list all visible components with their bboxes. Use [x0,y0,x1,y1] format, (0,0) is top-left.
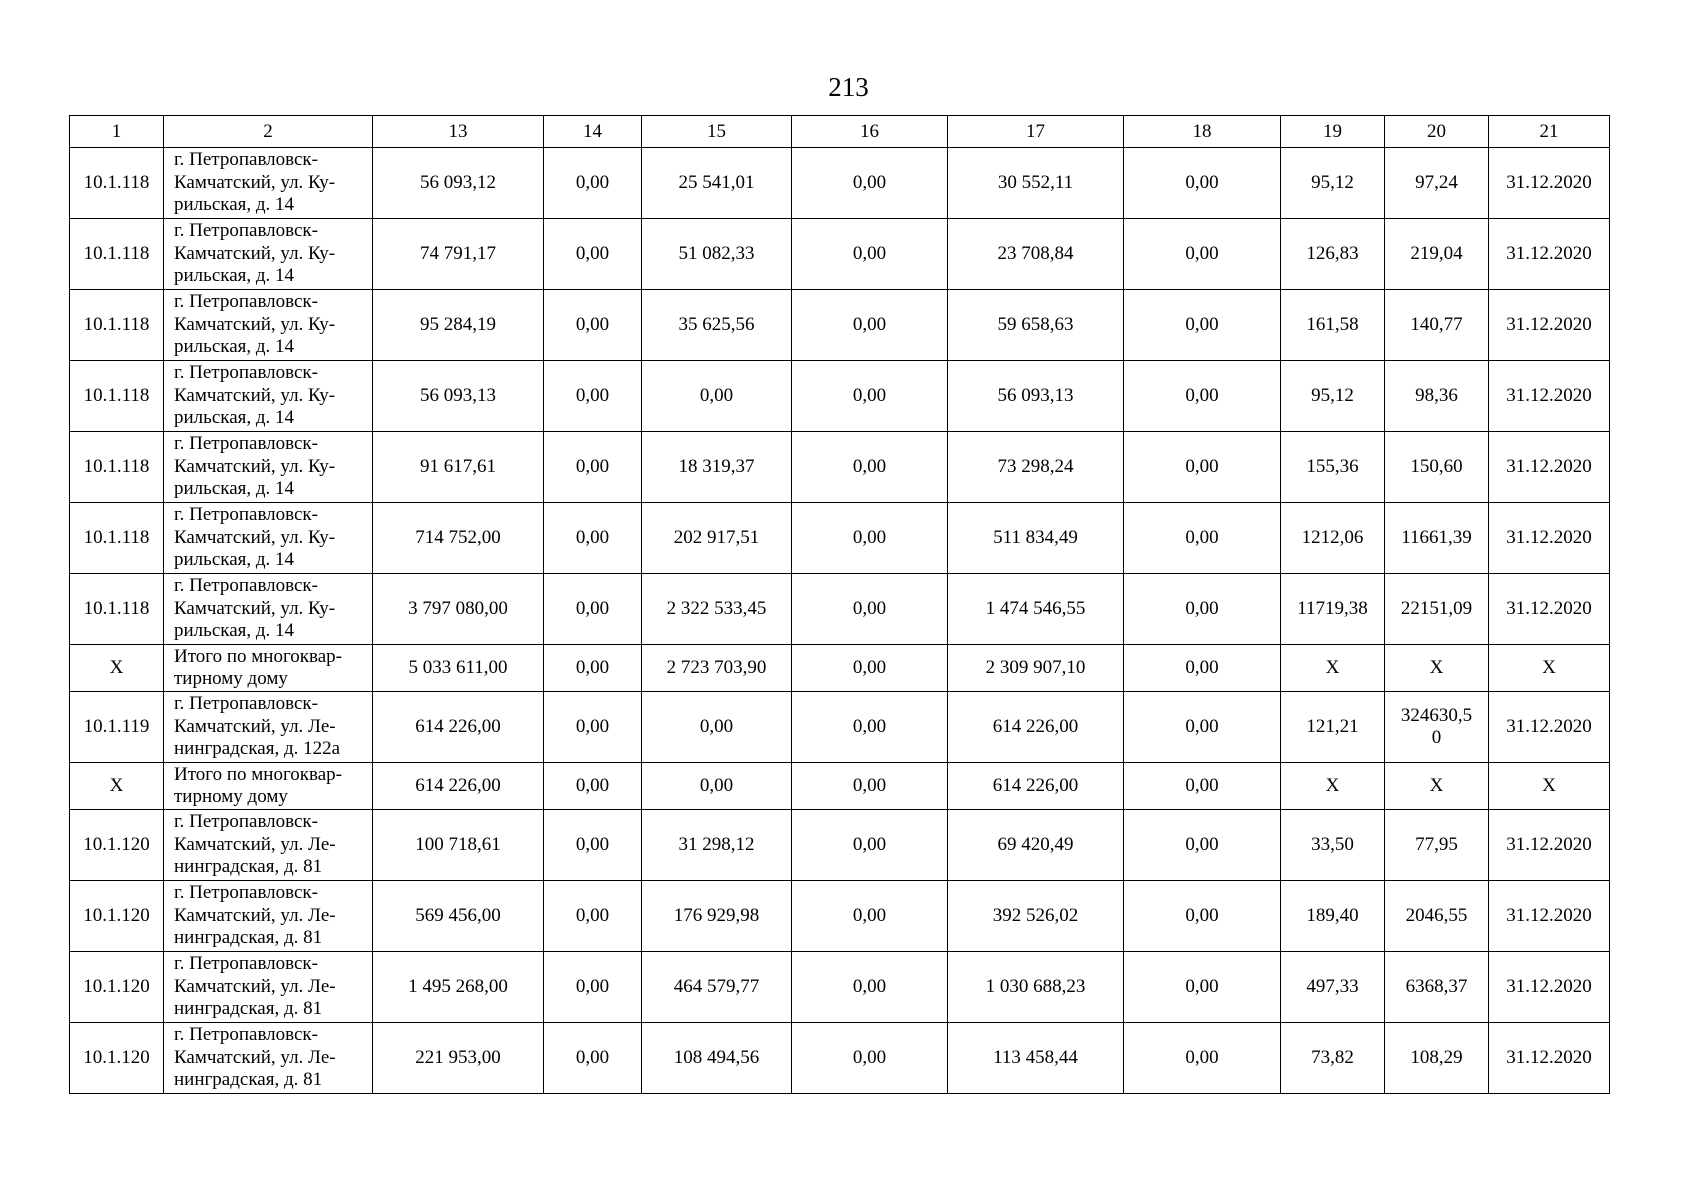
cell-text-line: рильская, д. 14 [174,407,295,429]
table-cell-col-2 [164,290,373,361]
table-cell-col-18: 0,00 [1124,881,1281,952]
table-cell-col-21: 31.12.2020 [1489,503,1610,574]
table-cell-col-16: 0,00 [792,219,948,290]
table-cell-col-1: 10.1.120 [70,881,164,952]
cell-text-line: рильская, д. 14 [174,336,295,358]
table-cell-col-19: 126,83 [1281,219,1385,290]
table-cell-col-13: 56 093,13 [373,361,544,432]
table-cell-col-17: 511 834,49 [948,503,1124,574]
table-total-row [70,645,1610,692]
table-cell-col-1: Х [70,645,164,692]
table-cell-col-20: Х [1385,763,1489,810]
cell-text-line: 324630,5 [1400,705,1473,726]
table-cell-col-15: 31 298,12 [642,810,792,881]
table-cell-col-18: 0,00 [1124,432,1281,503]
table-cell-col-13: 56 093,12 [373,148,544,219]
table-cell-col-19: 95,12 [1281,148,1385,219]
table-cell-col-2 [164,432,373,503]
table-cell-col-19: 161,58 [1281,290,1385,361]
table-cell-col-2 [164,1023,373,1094]
table-cell-col-2 [164,763,373,810]
column-header: 17 [948,116,1124,148]
table-cell-col-15: 2 723 703,90 [642,645,792,692]
cell-text-line: рильская, д. 14 [174,265,295,287]
table-cell-col-17: 56 093,13 [948,361,1124,432]
cell-text-line: Камчатский, ул. Ку- [174,526,336,548]
table-cell-col-17: 1 030 688,23 [948,952,1124,1023]
table-row [70,290,1610,361]
table-cell-col-1: 10.1.120 [70,952,164,1023]
table-row [70,148,1610,219]
table-cell-col-1: 10.1.119 [70,692,164,763]
table-cell-col-1: 10.1.118 [70,503,164,574]
table-cell-col-21: 31.12.2020 [1489,574,1610,645]
cell-text-line: Камчатский, ул. Ле- [174,1046,336,1068]
column-header: 13 [373,116,544,148]
cell-text-line: рильская, д. 14 [174,478,295,500]
table-cell-col-16: 0,00 [792,810,948,881]
cell-text-line: Камчатский, ул. Ле- [174,975,336,997]
table-cell-col-13: 100 718,61 [373,810,544,881]
table-cell-col-1: 10.1.118 [70,148,164,219]
table-cell-col-19: 189,40 [1281,881,1385,952]
table-cell-col-16: 0,00 [792,574,948,645]
column-header: 18 [1124,116,1281,148]
table-cell-col-20: 22151,09 [1385,574,1489,645]
table-cell-col-13: 5 033 611,00 [373,645,544,692]
cell-text-line: г. Петропавловск- [174,149,318,171]
table-row [70,503,1610,574]
table-cell-col-16: 0,00 [792,952,948,1023]
table-cell-col-13: 614 226,00 [373,692,544,763]
table-row [70,810,1610,881]
table-cell-col-18: 0,00 [1124,290,1281,361]
table-row [70,219,1610,290]
table-cell-col-2 [164,810,373,881]
table-cell-col-18: 0,00 [1124,810,1281,881]
table-cell-col-19: Х [1281,645,1385,692]
cell-text-line: Итого по многоквар- [174,646,342,667]
cell-text-line: нинградская, д. 81 [174,998,323,1020]
column-header: 15 [642,116,792,148]
table-cell-col-1: 10.1.118 [70,574,164,645]
table-cell-col-15: 51 082,33 [642,219,792,290]
table-cell-col-21: 31.12.2020 [1489,810,1610,881]
table-cell-col-20: 6368,37 [1385,952,1489,1023]
cell-text-line: г. Петропавловск- [174,504,318,526]
cell-text-line: г. Петропавловск- [174,291,318,313]
table-cell-col-21: 31.12.2020 [1489,692,1610,763]
table-cell-col-20 [1385,692,1489,763]
table-cell-col-18: 0,00 [1124,952,1281,1023]
cell-text-line: г. Петропавловск- [174,362,318,384]
cell-text-line: Камчатский, ул. Ле- [174,904,336,926]
table-cell-col-16: 0,00 [792,645,948,692]
table-cell-col-16: 0,00 [792,692,948,763]
table-cell-col-16: 0,00 [792,503,948,574]
table-cell-col-14: 0,00 [544,361,642,432]
table-cell-col-13: 714 752,00 [373,503,544,574]
cell-text-line: г. Петропавловск- [174,693,318,715]
cell-text-line: Итого по многоквар- [174,764,342,785]
table-cell-col-2 [164,219,373,290]
table-cell-col-18: 0,00 [1124,763,1281,810]
table-cell-col-13: 221 953,00 [373,1023,544,1094]
table-row [70,361,1610,432]
table-cell-col-2 [164,952,373,1023]
table-cell-col-16: 0,00 [792,290,948,361]
table-cell-col-13: 1 495 268,00 [373,952,544,1023]
cell-text-line: Камчатский, ул. Ле- [174,833,336,855]
table-row [70,432,1610,503]
header-row [70,116,1610,148]
table-cell-col-1: 10.1.118 [70,361,164,432]
cell-text-line: г. Петропавловск- [174,811,318,833]
table-cell-col-13: 569 456,00 [373,881,544,952]
cell-text-line: Камчатский, ул. Ле- [174,715,336,737]
table-cell-col-14: 0,00 [544,645,642,692]
cell-text-line: Камчатский, ул. Ку- [174,313,336,335]
column-header: 21 [1489,116,1610,148]
table-cell-col-20: 219,04 [1385,219,1489,290]
table-cell-col-2 [164,148,373,219]
table-cell-col-20: 77,95 [1385,810,1489,881]
table-row [70,692,1610,763]
table-cell-col-14: 0,00 [544,219,642,290]
table-cell-col-21: 31.12.2020 [1489,952,1610,1023]
cell-text-line: 0 [1431,727,1442,748]
table-row [70,881,1610,952]
column-header: 1 [70,116,164,148]
table-cell-col-16: 0,00 [792,763,948,810]
table-cell-col-19: 121,21 [1281,692,1385,763]
table-cell-col-21: 31.12.2020 [1489,432,1610,503]
table-cell-col-18: 0,00 [1124,503,1281,574]
table-cell-col-15: 0,00 [642,763,792,810]
table-cell-col-1: 10.1.120 [70,1023,164,1094]
data-table [69,115,1610,1094]
column-header: 19 [1281,116,1385,148]
table-cell-col-2 [164,645,373,692]
table-cell-col-20: 97,24 [1385,148,1489,219]
cell-text-line: нинградская, д. 122а [174,738,341,760]
table-cell-col-15: 25 541,01 [642,148,792,219]
table-cell-col-14: 0,00 [544,574,642,645]
cell-text-line: рильская, д. 14 [174,620,295,642]
table-cell-col-18: 0,00 [1124,645,1281,692]
cell-text-line: Камчатский, ул. Ку- [174,384,336,406]
table-cell-col-17: 392 526,02 [948,881,1124,952]
table-cell-col-2 [164,881,373,952]
table-cell-col-19: 95,12 [1281,361,1385,432]
table-cell-col-20: 150,60 [1385,432,1489,503]
table-row [70,1023,1610,1094]
table-cell-col-2 [164,503,373,574]
table-cell-col-17: 2 309 907,10 [948,645,1124,692]
table-cell-col-15: 18 319,37 [642,432,792,503]
table-cell-col-21: 31.12.2020 [1489,881,1610,952]
table-cell-col-20: 11661,39 [1385,503,1489,574]
table-cell-col-20: Х [1385,645,1489,692]
table-body [70,148,1610,1094]
table-cell-col-2 [164,692,373,763]
table-cell-col-19: 33,50 [1281,810,1385,881]
table-cell-col-21: 31.12.2020 [1489,1023,1610,1094]
table-cell-col-20: 108,29 [1385,1023,1489,1094]
table-cell-col-18: 0,00 [1124,148,1281,219]
table-cell-col-14: 0,00 [544,432,642,503]
table-cell-col-19: 11719,38 [1281,574,1385,645]
cell-text-line: тирному дому [174,668,288,689]
table-cell-col-1: 10.1.118 [70,290,164,361]
table-cell-col-16: 0,00 [792,1023,948,1094]
table-cell-col-13: 95 284,19 [373,290,544,361]
table-cell-col-17: 59 658,63 [948,290,1124,361]
table-cell-col-14: 0,00 [544,692,642,763]
table-cell-col-16: 0,00 [792,432,948,503]
table-cell-col-14: 0,00 [544,503,642,574]
table-cell-col-16: 0,00 [792,881,948,952]
cell-text-line: Камчатский, ул. Ку- [174,597,336,619]
table-cell-col-21: 31.12.2020 [1489,290,1610,361]
table-cell-col-15: 2 322 533,45 [642,574,792,645]
table-cell-col-1: 10.1.118 [70,219,164,290]
table-cell-col-15: 176 929,98 [642,881,792,952]
cell-text-line: тирному дому [174,786,288,807]
table-cell-col-13: 74 791,17 [373,219,544,290]
cell-text-line: г. Петропавловск- [174,1024,318,1046]
table-cell-col-18: 0,00 [1124,361,1281,432]
table-cell-col-1: 10.1.120 [70,810,164,881]
table-cell-col-15: 35 625,56 [642,290,792,361]
table-cell-col-19: 73,82 [1281,1023,1385,1094]
table-cell-col-17: 69 420,49 [948,810,1124,881]
cell-text-line: рильская, д. 14 [174,194,295,216]
table-cell-col-17: 30 552,11 [948,148,1124,219]
table-cell-col-21: Х [1489,763,1610,810]
table-cell-col-1: Х [70,763,164,810]
table-cell-col-17: 1 474 546,55 [948,574,1124,645]
table-cell-col-20: 98,36 [1385,361,1489,432]
cell-text-line: Камчатский, ул. Ку- [174,242,336,264]
cell-text-line: нинградская, д. 81 [174,927,323,949]
table-cell-col-17: 614 226,00 [948,692,1124,763]
table-cell-col-16: 0,00 [792,148,948,219]
table-cell-col-15: 0,00 [642,361,792,432]
table-cell-col-1: 10.1.118 [70,432,164,503]
cell-text-line: рильская, д. 14 [174,549,295,571]
table-cell-col-14: 0,00 [544,763,642,810]
table-cell-col-14: 0,00 [544,1023,642,1094]
table-cell-col-18: 0,00 [1124,574,1281,645]
table-cell-col-19: 155,36 [1281,432,1385,503]
cell-text-line: г. Петропавловск- [174,220,318,242]
table-cell-col-19: Х [1281,763,1385,810]
table-cell-col-21: 31.12.2020 [1489,148,1610,219]
table-total-row [70,763,1610,810]
table-cell-col-20: 140,77 [1385,290,1489,361]
page-number: 213 [828,72,869,102]
cell-text-line: г. Петропавловск- [174,433,318,455]
table-row [70,574,1610,645]
table-cell-col-13: 3 797 080,00 [373,574,544,645]
table-header [70,116,1610,148]
table-cell-col-17: 614 226,00 [948,763,1124,810]
table-row [70,952,1610,1023]
table-cell-col-18: 0,00 [1124,1023,1281,1094]
table-cell-col-14: 0,00 [544,881,642,952]
table-cell-col-15: 0,00 [642,692,792,763]
table-cell-col-2 [164,361,373,432]
table-cell-col-21: Х [1489,645,1610,692]
cell-text-line: нинградская, д. 81 [174,1069,323,1091]
table-cell-col-17: 73 298,24 [948,432,1124,503]
table-cell-col-18: 0,00 [1124,219,1281,290]
column-header: 20 [1385,116,1489,148]
table-cell-col-2 [164,574,373,645]
column-header: 2 [164,116,373,148]
cell-text-line: г. Петропавловск- [174,575,318,597]
table-cell-col-19: 497,33 [1281,952,1385,1023]
cell-text-line: Камчатский, ул. Ку- [174,171,336,193]
cell-text-line: г. Петропавловск- [174,953,318,975]
table-cell-col-21: 31.12.2020 [1489,361,1610,432]
table-cell-col-20: 2046,55 [1385,881,1489,952]
table-cell-col-21: 31.12.2020 [1489,219,1610,290]
column-header: 16 [792,116,948,148]
table-cell-col-13: 614 226,00 [373,763,544,810]
table-cell-col-17: 113 458,44 [948,1023,1124,1094]
cell-text-line: нинградская, д. 81 [174,856,323,878]
table-cell-col-19: 1212,06 [1281,503,1385,574]
cell-text-line: г. Петропавловск- [174,882,318,904]
table-cell-col-15: 202 917,51 [642,503,792,574]
table-cell-col-13: 91 617,61 [373,432,544,503]
table-cell-col-14: 0,00 [544,148,642,219]
table-cell-col-15: 464 579,77 [642,952,792,1023]
table-cell-col-18: 0,00 [1124,692,1281,763]
table-cell-col-17: 23 708,84 [948,219,1124,290]
table-cell-col-14: 0,00 [544,290,642,361]
table-cell-col-14: 0,00 [544,952,642,1023]
cell-text-line: Камчатский, ул. Ку- [174,455,336,477]
table-cell-col-14: 0,00 [544,810,642,881]
column-header: 14 [544,116,642,148]
table-cell-col-16: 0,00 [792,361,948,432]
table-cell-col-15: 108 494,56 [642,1023,792,1094]
